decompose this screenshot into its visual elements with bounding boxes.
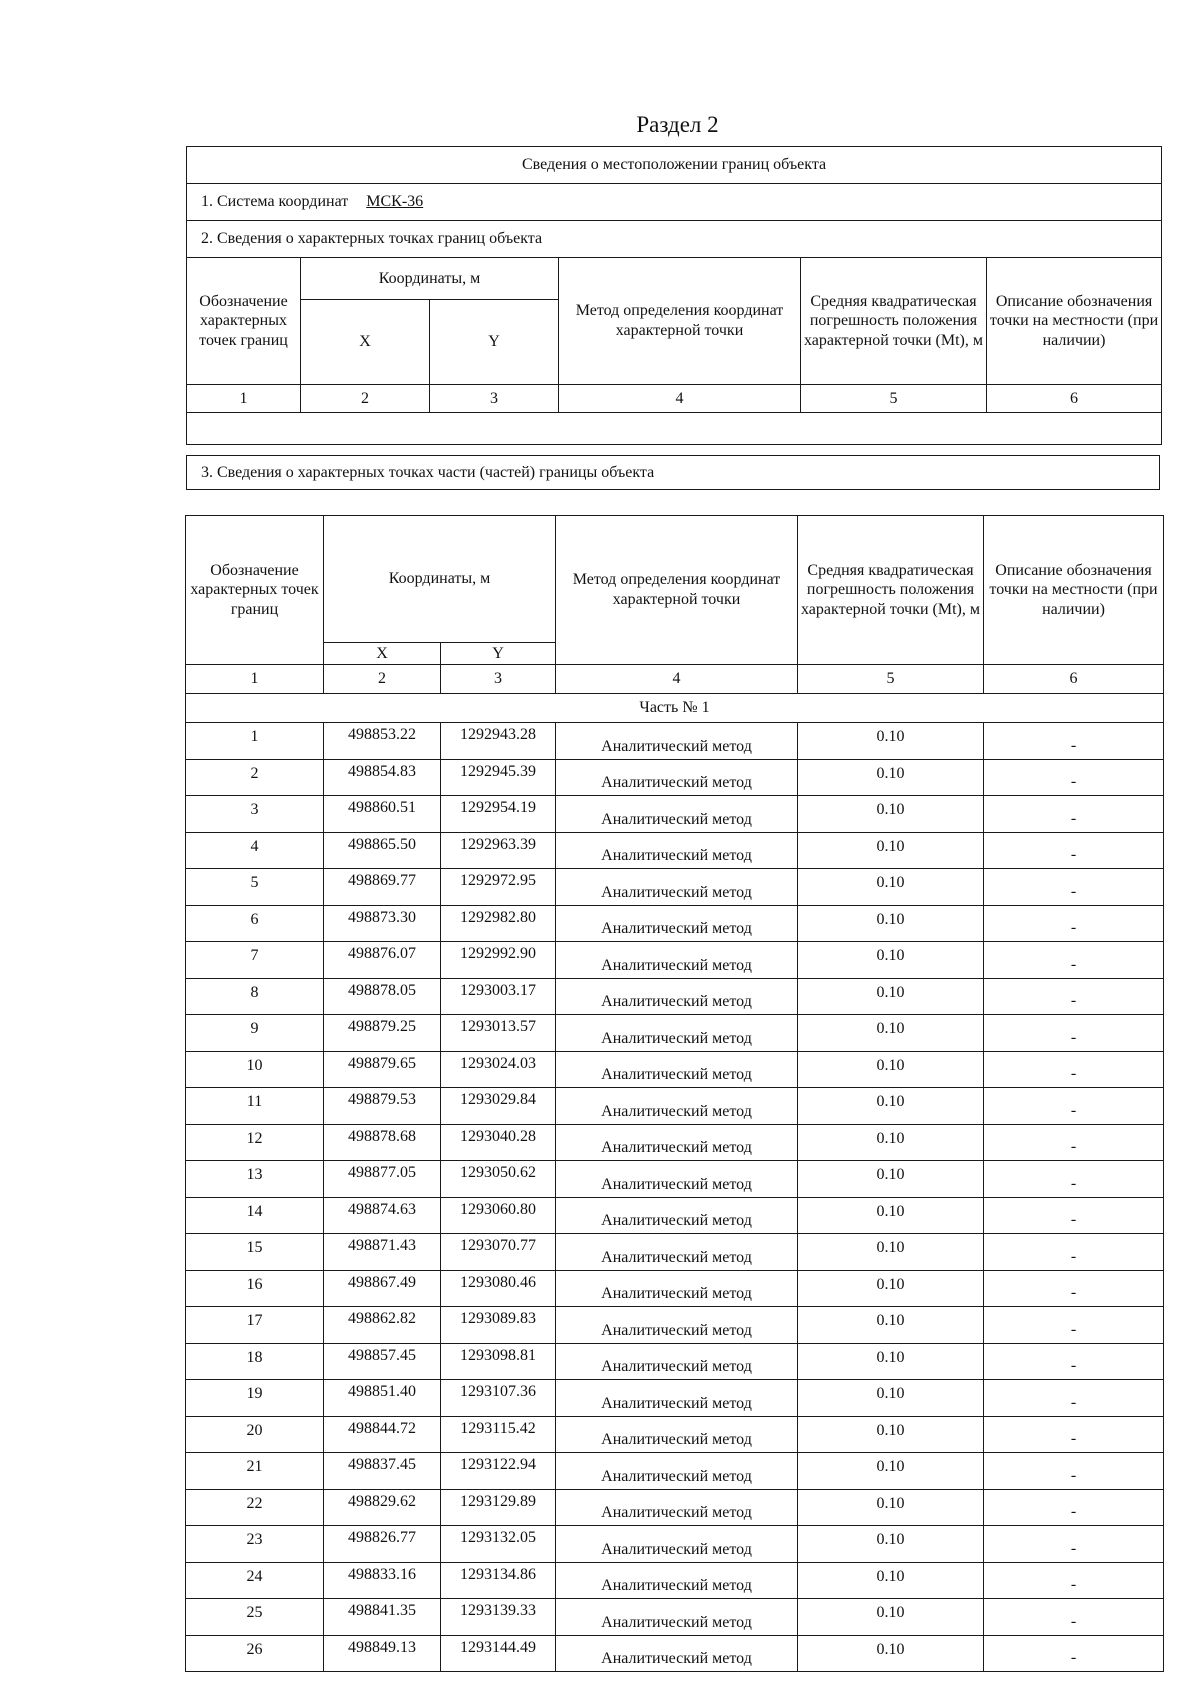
part-col-number: 6 xyxy=(984,665,1164,694)
boundary-header-row xyxy=(187,147,1162,184)
part-col-number: 1 xyxy=(186,665,324,694)
table-row xyxy=(186,723,1164,760)
y-coordinate: 1293089.83 xyxy=(441,1307,556,1344)
x-coordinate: 498878.05 xyxy=(324,978,441,1015)
error-value: 0.10 xyxy=(798,942,984,979)
part-col-number: 2 xyxy=(324,665,441,694)
x-coordinate: 498876.07 xyxy=(324,942,441,979)
part-column-header-row xyxy=(186,516,1164,643)
y-coordinate: 1293060.80 xyxy=(441,1197,556,1234)
point-number: 8 xyxy=(186,978,324,1015)
table-row xyxy=(186,1416,1164,1453)
method-cell: Аналитический метод xyxy=(556,1015,798,1052)
table-row xyxy=(186,978,1164,1015)
x-coordinate: 498837.45 xyxy=(324,1453,441,1490)
col-x-header: X xyxy=(301,300,430,385)
x-coordinate: 498851.40 xyxy=(324,1380,441,1417)
table-row xyxy=(186,796,1164,833)
description-cell: - xyxy=(984,1489,1164,1526)
col-error-header: Средняя квадратическая погрешность положения характерной точки (Mt), м xyxy=(801,258,987,385)
part-col-number: 5 xyxy=(798,665,984,694)
section-title: Раздел 2 xyxy=(636,112,719,137)
description-cell: - xyxy=(984,759,1164,796)
column-number-row xyxy=(187,385,1162,413)
table-row xyxy=(186,1343,1164,1380)
x-coordinate: 498869.77 xyxy=(324,869,441,906)
error-value: 0.10 xyxy=(798,1562,984,1599)
error-value: 0.10 xyxy=(798,1416,984,1453)
error-value: 0.10 xyxy=(798,1161,984,1198)
col-number: 2 xyxy=(301,385,430,413)
point-number: 10 xyxy=(186,1051,324,1088)
table-row xyxy=(186,1562,1164,1599)
description-cell: - xyxy=(984,796,1164,833)
method-cell: Аналитический метод xyxy=(556,1051,798,1088)
x-coordinate: 498841.35 xyxy=(324,1599,441,1636)
x-coordinate: 498877.05 xyxy=(324,1161,441,1198)
part-col-x-header: X xyxy=(324,643,441,665)
error-value: 0.10 xyxy=(798,1526,984,1563)
x-coordinate: 498844.72 xyxy=(324,1416,441,1453)
error-value: 0.10 xyxy=(798,723,984,760)
x-coordinate: 498865.50 xyxy=(324,832,441,869)
col-number: 4 xyxy=(559,385,801,413)
points-title: 2. Сведения о характерных точках границ объекта xyxy=(187,221,1162,258)
method-cell: Аналитический метод xyxy=(556,978,798,1015)
table-row xyxy=(186,1088,1164,1125)
description-cell: - xyxy=(984,978,1164,1015)
part-col-method-header: Метод определения координат характерной точки xyxy=(556,516,798,665)
method-cell: Аналитический метод xyxy=(556,759,798,796)
table-row xyxy=(186,1015,1164,1052)
description-cell: - xyxy=(984,1088,1164,1125)
x-coordinate: 498854.83 xyxy=(324,759,441,796)
method-cell: Аналитический метод xyxy=(556,1489,798,1526)
description-cell: - xyxy=(984,1343,1164,1380)
part-points-table xyxy=(185,515,1164,1672)
y-coordinate: 1293003.17 xyxy=(441,978,556,1015)
x-coordinate: 498829.62 xyxy=(324,1489,441,1526)
error-value: 0.10 xyxy=(798,1051,984,1088)
table-row xyxy=(186,1380,1164,1417)
point-number: 13 xyxy=(186,1161,324,1198)
point-number: 2 xyxy=(186,759,324,796)
coord-system-label: 1. Система координат xyxy=(201,193,349,211)
table-row xyxy=(186,1234,1164,1271)
description-cell: - xyxy=(984,1416,1164,1453)
description-cell: - xyxy=(984,1307,1164,1344)
col-number: 1 xyxy=(187,385,301,413)
y-coordinate: 1292992.90 xyxy=(441,942,556,979)
y-coordinate: 1292963.39 xyxy=(441,832,556,869)
coord-system-row xyxy=(187,184,1162,221)
y-coordinate: 1293134.86 xyxy=(441,1562,556,1599)
error-value: 0.10 xyxy=(798,869,984,906)
part-label-row xyxy=(186,694,1164,723)
x-coordinate: 498873.30 xyxy=(324,905,441,942)
error-value: 0.10 xyxy=(798,1635,984,1672)
description-cell: - xyxy=(984,1526,1164,1563)
description-cell: - xyxy=(984,1270,1164,1307)
point-number: 11 xyxy=(186,1088,324,1125)
table-row xyxy=(186,905,1164,942)
method-cell: Аналитический метод xyxy=(556,723,798,760)
table-row xyxy=(186,1635,1164,1672)
method-cell: Аналитический метод xyxy=(556,869,798,906)
y-coordinate: 1293013.57 xyxy=(441,1015,556,1052)
point-number: 18 xyxy=(186,1343,324,1380)
point-number: 15 xyxy=(186,1234,324,1271)
description-cell: - xyxy=(984,1635,1164,1672)
point-number: 26 xyxy=(186,1635,324,1672)
table-row xyxy=(186,1197,1164,1234)
column-header-row xyxy=(187,258,1162,300)
y-coordinate: 1293029.84 xyxy=(441,1088,556,1125)
y-coordinate: 1293070.77 xyxy=(441,1234,556,1271)
error-value: 0.10 xyxy=(798,1197,984,1234)
table-row xyxy=(186,869,1164,906)
col-number: 6 xyxy=(987,385,1162,413)
table-row xyxy=(186,1453,1164,1490)
y-coordinate: 1293132.05 xyxy=(441,1526,556,1563)
error-value: 0.10 xyxy=(798,1453,984,1490)
point-number: 6 xyxy=(186,905,324,942)
part-rows xyxy=(186,723,1164,1672)
table-row xyxy=(186,1051,1164,1088)
description-cell: - xyxy=(984,723,1164,760)
method-cell: Аналитический метод xyxy=(556,1416,798,1453)
y-coordinate: 1293040.28 xyxy=(441,1124,556,1161)
error-value: 0.10 xyxy=(798,1015,984,1052)
part-col-number: 4 xyxy=(556,665,798,694)
error-value: 0.10 xyxy=(798,1088,984,1125)
method-cell: Аналитический метод xyxy=(556,1234,798,1271)
point-number: 14 xyxy=(186,1197,324,1234)
x-coordinate: 498878.68 xyxy=(324,1124,441,1161)
x-coordinate: 498826.77 xyxy=(324,1526,441,1563)
point-number: 21 xyxy=(186,1453,324,1490)
x-coordinate: 498853.22 xyxy=(324,723,441,760)
x-coordinate: 498862.82 xyxy=(324,1307,441,1344)
method-cell: Аналитический метод xyxy=(556,796,798,833)
y-coordinate: 1292972.95 xyxy=(441,869,556,906)
point-number: 19 xyxy=(186,1380,324,1417)
error-value: 0.10 xyxy=(798,796,984,833)
coord-system-value: МСК-36 xyxy=(366,193,424,211)
method-cell: Аналитический метод xyxy=(556,832,798,869)
point-number: 20 xyxy=(186,1416,324,1453)
part-points-title-table xyxy=(186,455,1160,490)
y-coordinate: 1293024.03 xyxy=(441,1051,556,1088)
part-col-number: 3 xyxy=(441,665,556,694)
y-coordinate: 1293139.33 xyxy=(441,1599,556,1636)
error-value: 0.10 xyxy=(798,1599,984,1636)
method-cell: Аналитический метод xyxy=(556,1380,798,1417)
method-cell: Аналитический метод xyxy=(556,1343,798,1380)
col-number: 3 xyxy=(430,385,559,413)
y-coordinate: 1292943.28 xyxy=(441,723,556,760)
description-cell: - xyxy=(984,1562,1164,1599)
boundary-info-table xyxy=(186,146,1162,445)
empty-cell xyxy=(187,413,1162,445)
error-value: 0.10 xyxy=(798,1270,984,1307)
empty-row xyxy=(187,413,1162,445)
method-cell: Аналитический метод xyxy=(556,1161,798,1198)
x-coordinate: 498871.43 xyxy=(324,1234,441,1271)
table-row xyxy=(186,1489,1164,1526)
table-row xyxy=(186,1599,1164,1636)
y-coordinate: 1293144.49 xyxy=(441,1635,556,1672)
part-col-description-header: Описание обозначения точки на местности (при наличии) xyxy=(984,516,1164,665)
col-method-header: Метод определения координат характерной точки xyxy=(559,258,801,385)
table-row xyxy=(186,1124,1164,1161)
point-number: 3 xyxy=(186,796,324,833)
error-value: 0.10 xyxy=(798,1489,984,1526)
part-col-y-header: Y xyxy=(441,643,556,665)
col-number: 5 xyxy=(801,385,987,413)
method-cell: Аналитический метод xyxy=(556,1124,798,1161)
description-cell: - xyxy=(984,832,1164,869)
y-coordinate: 1293050.62 xyxy=(441,1161,556,1198)
table-row xyxy=(186,832,1164,869)
description-cell: - xyxy=(984,1197,1164,1234)
x-coordinate: 498849.13 xyxy=(324,1635,441,1672)
part-col-coordinates-header: Координаты, м xyxy=(324,516,556,643)
point-number: 12 xyxy=(186,1124,324,1161)
x-coordinate: 498867.49 xyxy=(324,1270,441,1307)
description-cell: - xyxy=(984,1015,1164,1052)
description-cell: - xyxy=(984,1599,1164,1636)
error-value: 0.10 xyxy=(798,1124,984,1161)
y-coordinate: 1292982.80 xyxy=(441,905,556,942)
coord-system-cell xyxy=(187,184,1162,221)
table-row xyxy=(186,1307,1164,1344)
col-designation-header: Обозначение характерных точек границ xyxy=(187,258,301,385)
error-value: 0.10 xyxy=(798,978,984,1015)
method-cell: Аналитический метод xyxy=(556,1635,798,1672)
point-number: 16 xyxy=(186,1270,324,1307)
col-coordinates-header: Координаты, м xyxy=(301,258,559,300)
x-coordinate: 498879.53 xyxy=(324,1088,441,1125)
description-cell: - xyxy=(984,942,1164,979)
method-cell: Аналитический метод xyxy=(556,905,798,942)
method-cell: Аналитический метод xyxy=(556,1197,798,1234)
method-cell: Аналитический метод xyxy=(556,1270,798,1307)
point-number: 9 xyxy=(186,1015,324,1052)
y-coordinate: 1293122.94 xyxy=(441,1453,556,1490)
description-cell: - xyxy=(984,1161,1164,1198)
col-y-header: Y xyxy=(430,300,559,385)
boundary-header: Сведения о местоположении границ объекта xyxy=(187,147,1162,184)
method-cell: Аналитический метод xyxy=(556,1599,798,1636)
point-number: 5 xyxy=(186,869,324,906)
point-number: 7 xyxy=(186,942,324,979)
x-coordinate: 498833.16 xyxy=(324,1562,441,1599)
error-value: 0.10 xyxy=(798,1343,984,1380)
y-coordinate: 1293098.81 xyxy=(441,1343,556,1380)
point-number: 4 xyxy=(186,832,324,869)
points-title-row xyxy=(187,221,1162,258)
description-cell: - xyxy=(984,1124,1164,1161)
method-cell: Аналитический метод xyxy=(556,1562,798,1599)
table-row xyxy=(186,1270,1164,1307)
y-coordinate: 1293129.89 xyxy=(441,1489,556,1526)
point-number: 17 xyxy=(186,1307,324,1344)
x-coordinate: 498874.63 xyxy=(324,1197,441,1234)
table-row xyxy=(186,759,1164,796)
point-number: 22 xyxy=(186,1489,324,1526)
table-row xyxy=(186,942,1164,979)
point-number: 1 xyxy=(186,723,324,760)
point-number: 23 xyxy=(186,1526,324,1563)
y-coordinate: 1293107.36 xyxy=(441,1380,556,1417)
col-description-header: Описание обозначения точки на местности (при наличии) xyxy=(987,258,1162,385)
part-column-number-row xyxy=(186,665,1164,694)
method-cell: Аналитический метод xyxy=(556,1088,798,1125)
point-number: 24 xyxy=(186,1562,324,1599)
part-col-designation-header: Обозначение характерных точек границ xyxy=(186,516,324,665)
error-value: 0.10 xyxy=(798,1307,984,1344)
y-coordinate: 1293080.46 xyxy=(441,1270,556,1307)
table-row xyxy=(186,1161,1164,1198)
method-cell: Аналитический метод xyxy=(556,1307,798,1344)
error-value: 0.10 xyxy=(798,759,984,796)
x-coordinate: 498879.65 xyxy=(324,1051,441,1088)
part-points-title: 3. Сведения о характерных точках части (частей) границы объекта xyxy=(187,456,1160,490)
error-value: 0.10 xyxy=(798,905,984,942)
table-row xyxy=(186,1526,1164,1563)
method-cell: Аналитический метод xyxy=(556,1453,798,1490)
error-value: 0.10 xyxy=(798,1380,984,1417)
part-label: Часть № 1 xyxy=(186,694,1164,723)
x-coordinate: 498879.25 xyxy=(324,1015,441,1052)
method-cell: Аналитический метод xyxy=(556,1526,798,1563)
point-number: 25 xyxy=(186,1599,324,1636)
x-coordinate: 498860.51 xyxy=(324,796,441,833)
description-cell: - xyxy=(984,1453,1164,1490)
part-col-error-header: Средняя квадратическая погрешность положения характерной точки (Mt), м xyxy=(798,516,984,665)
error-value: 0.10 xyxy=(798,832,984,869)
description-cell: - xyxy=(984,869,1164,906)
method-cell: Аналитический метод xyxy=(556,942,798,979)
y-coordinate: 1292945.39 xyxy=(441,759,556,796)
description-cell: - xyxy=(984,1051,1164,1088)
x-coordinate: 498857.45 xyxy=(324,1343,441,1380)
error-value: 0.10 xyxy=(798,1234,984,1271)
description-cell: - xyxy=(984,1234,1164,1271)
description-cell: - xyxy=(984,1380,1164,1417)
description-cell: - xyxy=(984,905,1164,942)
y-coordinate: 1292954.19 xyxy=(441,796,556,833)
y-coordinate: 1293115.42 xyxy=(441,1416,556,1453)
